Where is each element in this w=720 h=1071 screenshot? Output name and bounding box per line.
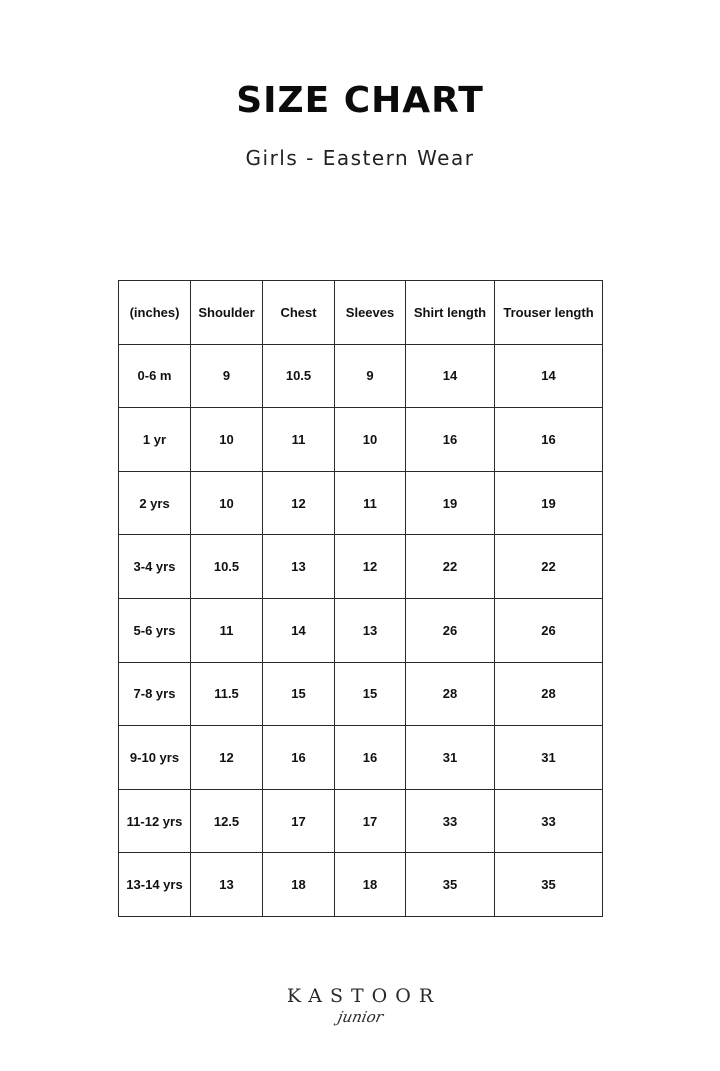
brand-name: KASTOOR [286, 985, 442, 1007]
table-cell: 33 [406, 789, 495, 853]
size-label-cell: 2 yrs [119, 471, 191, 535]
table-cell: 19 [495, 471, 603, 535]
size-label-cell: 1 yr [119, 408, 191, 472]
table-row [119, 344, 603, 408]
table-cell: 15 [263, 662, 335, 726]
table-row [119, 726, 603, 790]
table-cell: 11.5 [191, 662, 263, 726]
column-header: Shirt length [406, 281, 495, 345]
size-label-cell: 11-12 yrs [119, 789, 191, 853]
table-cell: 17 [335, 789, 406, 853]
table-cell: 31 [406, 726, 495, 790]
table-cell: 16 [495, 408, 603, 472]
column-header: Chest [263, 281, 335, 345]
brand-tagline: junior [335, 1008, 385, 1026]
table-cell: 22 [495, 535, 603, 599]
column-header: (inches) [119, 281, 191, 345]
table-cell: 9 [191, 344, 263, 408]
table-cell: 9 [335, 344, 406, 408]
table-cell: 10.5 [263, 344, 335, 408]
table-cell: 35 [495, 853, 603, 917]
table-cell: 18 [335, 853, 406, 917]
table-cell: 15 [335, 662, 406, 726]
size-label-cell: 3-4 yrs [119, 535, 191, 599]
size-label-cell: 0-6 m [119, 344, 191, 408]
page-subtitle: Girls - Eastern Wear [245, 146, 475, 170]
table-cell: 26 [406, 598, 495, 662]
table-cell: 19 [406, 471, 495, 535]
table-cell: 11 [263, 408, 335, 472]
table-cell: 13 [335, 598, 406, 662]
size-label-cell: 13-14 yrs [119, 853, 191, 917]
page-title: SIZE CHART [236, 80, 484, 121]
table-cell: 10 [191, 471, 263, 535]
table-row [119, 535, 603, 599]
table-cell: 14 [495, 344, 603, 408]
table-cell: 16 [335, 726, 406, 790]
table-row [119, 598, 603, 662]
table-cell: 11 [335, 471, 406, 535]
table-cell: 26 [495, 598, 603, 662]
table-cell: 10 [191, 408, 263, 472]
table-cell: 28 [406, 662, 495, 726]
table-cell: 16 [406, 408, 495, 472]
table-cell: 28 [495, 662, 603, 726]
table-cell: 12 [263, 471, 335, 535]
size-label-cell: 5-6 yrs [119, 598, 191, 662]
column-header: Trouser length [495, 281, 603, 345]
size-chart-table [118, 280, 603, 917]
table-row [119, 789, 603, 853]
table-cell: 12 [191, 726, 263, 790]
table-cell: 12.5 [191, 789, 263, 853]
table-body [119, 344, 603, 916]
table-row [119, 853, 603, 917]
table-header-row [119, 281, 603, 345]
table-cell: 17 [263, 789, 335, 853]
table-cell: 18 [263, 853, 335, 917]
table-cell: 11 [191, 598, 263, 662]
table-cell: 33 [495, 789, 603, 853]
table-row [119, 662, 603, 726]
table-row [119, 471, 603, 535]
table-row [119, 408, 603, 472]
table-cell: 13 [263, 535, 335, 599]
table-cell: 16 [263, 726, 335, 790]
table-cell: 13 [191, 853, 263, 917]
column-header: Shoulder [191, 281, 263, 345]
table-cell: 14 [406, 344, 495, 408]
table-cell: 31 [495, 726, 603, 790]
size-label-cell: 9-10 yrs [119, 726, 191, 790]
brand-logo [0, 984, 720, 1027]
size-label-cell: 7-8 yrs [119, 662, 191, 726]
table-cell: 10.5 [191, 535, 263, 599]
table-cell: 10 [335, 408, 406, 472]
table-cell: 35 [406, 853, 495, 917]
table-cell: 22 [406, 535, 495, 599]
table-cell: 12 [335, 535, 406, 599]
table-cell: 14 [263, 598, 335, 662]
column-header: Sleeves [335, 281, 406, 345]
